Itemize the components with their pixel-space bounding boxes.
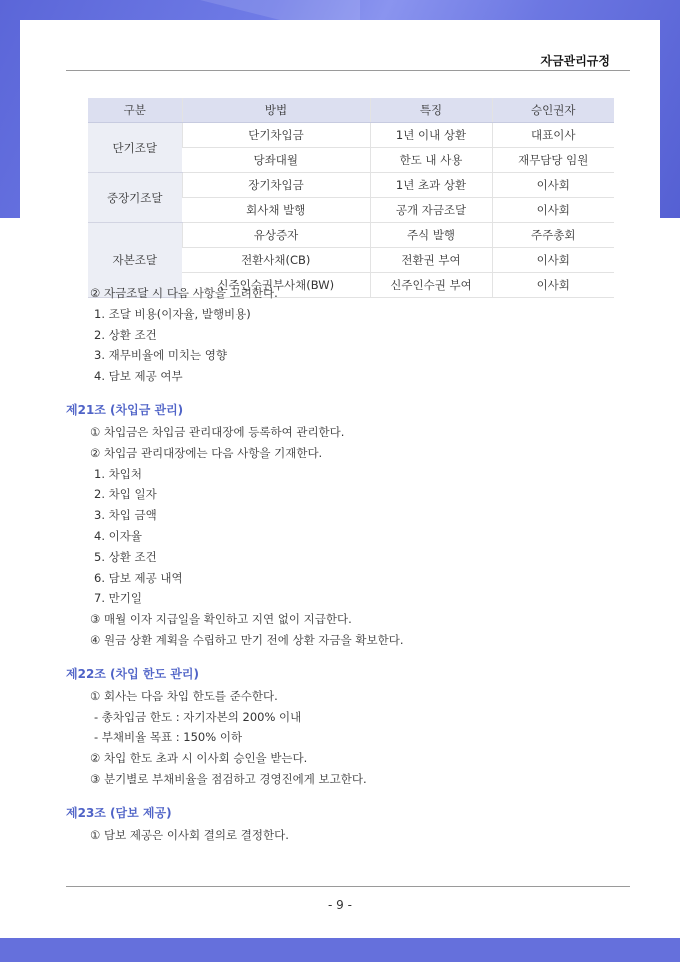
list-item: 2. 상환 조건	[94, 327, 157, 342]
approver-cell: 이사회	[492, 273, 614, 298]
approver-cell: 재무담당 임원	[492, 148, 614, 173]
list-item: 1. 조달 비용(이자율, 발행비용)	[94, 306, 251, 321]
clause-paragraph: ② 자금조달 시 다음 사항을 고려한다.	[90, 286, 278, 300]
table-header-row	[88, 98, 614, 123]
table-header-cell: 방법	[182, 98, 370, 123]
table-header-cell: 구분	[88, 98, 182, 123]
category-cell: 단기조달	[88, 123, 182, 173]
regulation-body	[66, 283, 636, 846]
method-cell: 신주인수권부사채(BW)	[182, 273, 370, 298]
category-cell: 자본조달	[88, 223, 182, 298]
footer-background-band	[0, 938, 680, 962]
list-item: 3. 차입 금액	[94, 508, 157, 523]
approver-cell: 이사회	[492, 198, 614, 223]
clause-paragraph: ② 차입 한도 초과 시 이사회 승인을 받는다.	[90, 751, 308, 766]
approver-cell: 이사회	[492, 248, 614, 273]
list-item: - 총차입금 한도 : 자기자본의 200% 이내	[94, 709, 302, 724]
list-item: 6. 담보 제공 내역	[94, 570, 183, 585]
list-item: 2. 차입 일자	[94, 487, 157, 502]
footer-divider	[66, 886, 630, 887]
clause-paragraph: ① 담보 제공은 이사회 결의로 결정한다.	[90, 827, 289, 842]
feature-cell: 전환권 부여	[370, 248, 492, 273]
method-cell: 단기차입금	[182, 123, 370, 148]
method-cell: 전환사채(CB)	[182, 248, 370, 273]
list-item: 5. 상환 조건	[94, 549, 157, 564]
article-22-heading: 제22조 (차입 한도 관리)	[66, 666, 199, 681]
list-item: 1. 차입처	[94, 466, 142, 481]
table-header-cell: 승인권자	[492, 98, 614, 123]
table-row	[88, 223, 614, 248]
page-number: - 9 -	[328, 898, 352, 912]
funding-methods-table	[88, 98, 614, 298]
clause-paragraph: ③ 매월 이자 지급일을 확인하고 지연 없이 지급한다.	[90, 612, 352, 627]
article-21-heading: 제21조 (차입금 관리)	[66, 402, 184, 417]
list-item: - 부채비율 목표 : 150% 이하	[94, 730, 243, 745]
feature-cell: 주식 발행	[370, 223, 492, 248]
method-cell: 유상증자	[182, 223, 370, 248]
list-item: 7. 만기일	[94, 591, 142, 606]
clause-paragraph: ① 차입금은 차입금 관리대장에 등록하여 관리한다.	[90, 424, 345, 439]
clause-paragraph: ③ 분기별로 부채비율을 점검하고 경영진에게 보고한다.	[90, 771, 367, 786]
table-header-cell: 특징	[370, 98, 492, 123]
method-cell: 당좌대월	[182, 148, 370, 173]
article-23-heading: 제23조 (담보 제공)	[66, 805, 172, 820]
method-cell: 회사채 발행	[182, 198, 370, 223]
list-item: 4. 이자율	[94, 528, 142, 543]
header-divider	[66, 70, 630, 71]
feature-cell: 1년 초과 상환	[370, 173, 492, 198]
feature-cell: 1년 이내 상환	[370, 123, 492, 148]
approver-cell: 대표이사	[492, 123, 614, 148]
category-cell: 중장기조달	[88, 173, 182, 223]
approver-cell: 이사회	[492, 173, 614, 198]
list-item: 3. 재무비율에 미치는 영향	[94, 348, 228, 363]
feature-cell: 공개 자금조달	[370, 198, 492, 223]
table-row	[88, 173, 614, 198]
document-title: 자금관리규정	[540, 54, 610, 68]
feature-cell: 신주인수권 부여	[370, 273, 492, 298]
document-page	[20, 20, 660, 938]
method-cell: 장기차입금	[182, 173, 370, 198]
clause-paragraph: ② 차입금 관리대장에는 다음 사항을 기재한다.	[90, 445, 323, 460]
clause-paragraph: ① 회사는 다음 차입 한도를 준수한다.	[90, 688, 278, 703]
approver-cell: 주주총회	[492, 223, 614, 248]
feature-cell: 한도 내 사용	[370, 148, 492, 173]
clause-paragraph: ④ 원금 상환 계획을 수립하고 만기 전에 상환 자금을 확보한다.	[90, 632, 404, 647]
table-row	[88, 123, 614, 148]
list-item: 4. 담보 제공 여부	[94, 369, 183, 384]
